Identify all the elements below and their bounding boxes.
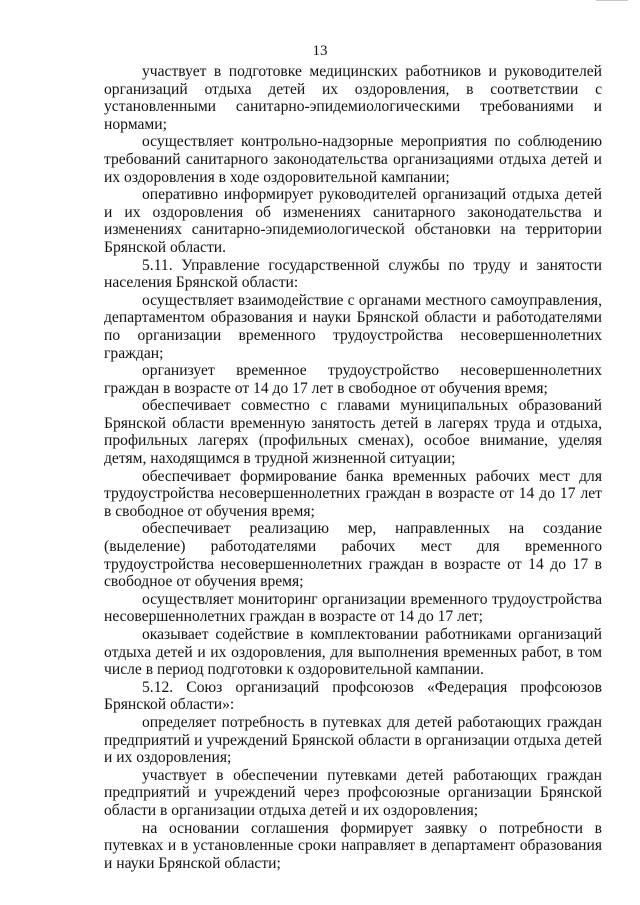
scan-edge-mark <box>596 0 628 3</box>
document-body <box>104 63 602 872</box>
paragraph-job-creation: обеспечивает реализацию мер, направленных на создание (выделение) работодателями рабочих мест для временного трудоустройства несовершеннолетних граждан в возрасте от 14 до 17 в свободное от обучения время; <box>104 520 602 591</box>
section-heading-5-12: 5.12. Союз организаций профсоюзов «Федерация профсоюзов Брянской области»: <box>104 678 602 714</box>
paragraph-sanitary-control: осуществляет контрольно-надзорные мероприятия по соблюдению требований санитарного законодательства организациями отдыха детей и их оздоровления в ходе оздоровительной кампании; <box>104 133 602 186</box>
paragraph-organize-employment: организует временное трудоустройство несовершеннолетних граждан в возрасте от 14 до 17 лет в свободное от обучения время; <box>104 362 602 397</box>
paragraph-labour-camps: обеспечивает совместно с главами муниципальных образований Брянской области временную занятость детей в лагерях труда и отдыха, профильных лагерях (профильных сменах), особое внимание, уделяя детям, находящимся в трудной жизненной ситуации; <box>104 397 602 468</box>
paragraph-jobs-bank: обеспечивает формирование банка временных рабочих мест для трудоустройства несовершеннолетних граждан в возрасте от 14 до 17 лет в свободное от обучения время; <box>104 467 602 520</box>
section-heading-5-11: 5.11. Управление государственной службы по труду и занятости населения Брянской области: <box>104 256 602 292</box>
paragraph-informing-managers: оперативно информирует руководителей организаций отдыха детей и их оздоровления об изменениях санитарного законодательства и изменениях санитарно-эпидемиологической обстановки на территории Брянской области. <box>104 186 602 256</box>
paragraph-voucher-request: на основании соглашения формирует заявку о потребности в путевках и в установленные сроки направляет в департамент образования и науки Брянской области; <box>104 819 602 872</box>
paragraph-staffing-assistance: оказывает содействие в комплектовании работниками организаций отдыха детей и их оздоровления, для выполнения временных работ, в том числе в период подготовки к оздоровительной кампании. <box>104 626 602 679</box>
paragraph-voucher-demand: определяет потребность в путевках для детей работающих граждан предприятий и учреждений Брянской области в организации отдыха детей и их оздоровления; <box>104 713 602 767</box>
paragraph-interaction-employers: осуществляет взаимодействие с органами местного самоуправления, департаментом образования и науки Брянской области и работодателями по организации временного трудоустройства несовершеннолетних граждан; <box>104 291 602 362</box>
page-number: 13 <box>312 43 328 59</box>
paragraph-monitoring: осуществляет мониторинг организации временного трудоустройства несовершеннолетних граждан в возрасте от 14 до 17 лет; <box>104 590 602 626</box>
paragraph-voucher-provision: участвует в обеспечении путевками детей работающих граждан предприятий и учреждений через профсоюзные организации Брянской области в организации отдыха детей и их оздоровления; <box>104 766 602 819</box>
paragraph-medical-training: участвует в подготовке медицинских работников и руководителей организаций отдыха детей их оздоровления, в соответствии с установленными санитарно-эпидемиологическими требованиями и нормами; <box>104 63 602 133</box>
